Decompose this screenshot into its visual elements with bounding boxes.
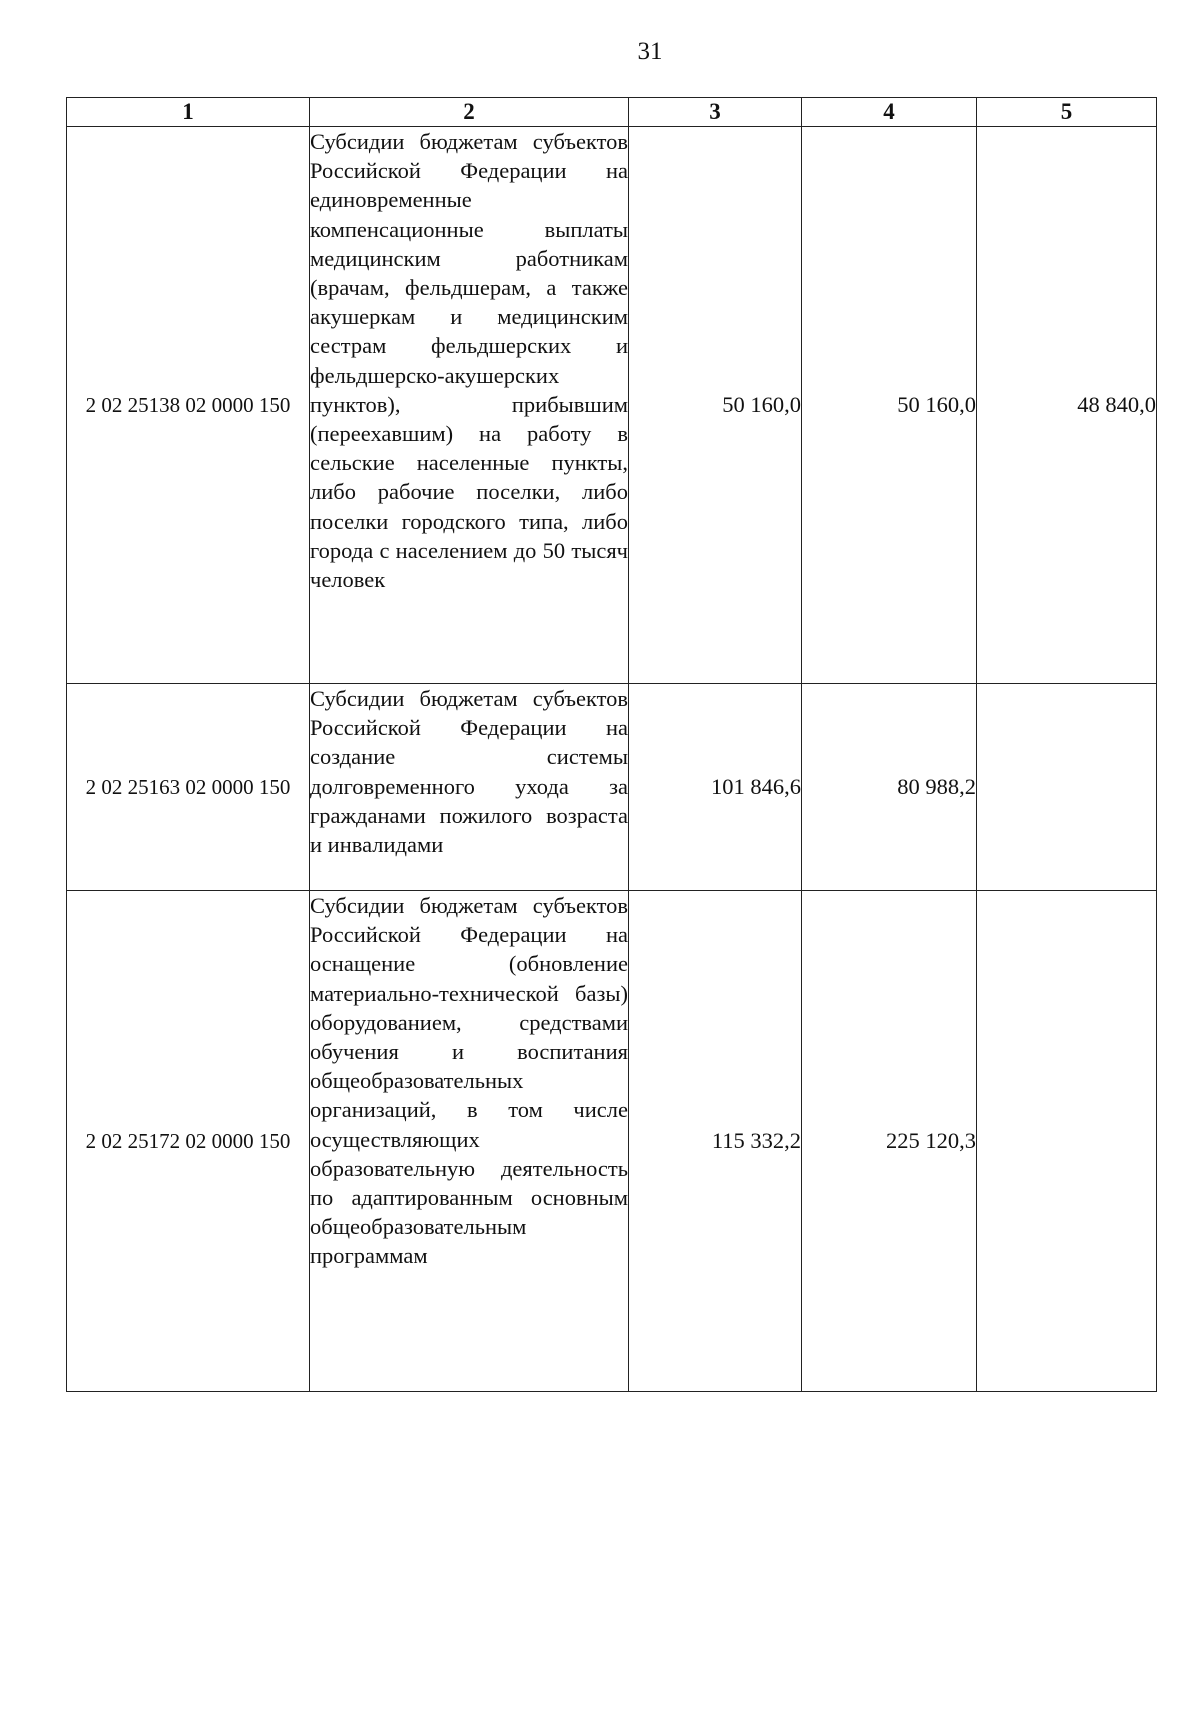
amount-col-5 xyxy=(977,684,1157,891)
amount-col-3: 101 846,6 xyxy=(629,684,802,891)
amount-col-3: 50 160,0 xyxy=(629,127,802,684)
budget-table xyxy=(66,97,1157,1392)
row-description: Субсидии бюджетам субъектов Российской Федерации на создание системы долговременного ухода за гражданами пожилого возраста и инвалидами xyxy=(310,684,629,891)
header-col-1: 1 xyxy=(67,98,310,127)
header-col-5: 5 xyxy=(977,98,1157,127)
budget-code: 2 02 25172 02 0000 150 xyxy=(67,891,310,1392)
budget-code: 2 02 25163 02 0000 150 xyxy=(67,684,310,891)
amount-col-4: 50 160,0 xyxy=(802,127,977,684)
amount-col-4: 225 120,3 xyxy=(802,891,977,1392)
header-col-2: 2 xyxy=(310,98,629,127)
table-row xyxy=(67,684,1157,891)
header-col-3: 3 xyxy=(629,98,802,127)
amount-col-3: 115 332,2 xyxy=(629,891,802,1392)
budget-code: 2 02 25138 02 0000 150 xyxy=(67,127,310,684)
amount-col-5 xyxy=(977,891,1157,1392)
page-number: 31 xyxy=(637,38,663,65)
amount-col-4: 80 988,2 xyxy=(802,684,977,891)
header-row xyxy=(67,98,1157,127)
table-row xyxy=(67,127,1157,684)
table-row xyxy=(67,891,1157,1392)
header-col-4: 4 xyxy=(802,98,977,127)
row-description: Субсидии бюджетам субъектов Российской Федерации на единовременные компенсационные выплаты медицинским работникам (врачам, фельдшерам, а также акушеркам и медицинским сестрам фельдшерских и фельдшерско-акушерских пунктов), прибывшим (переехавшим) на работу в сельские населенные пункты, либо рабочие поселки, либо поселки городского типа, либо города с населением до 50 тысяч человек xyxy=(310,127,629,684)
row-description: Субсидии бюджетам субъектов Российской Федерации на оснащение (обновление материально-технической базы) оборудованием, средствами обучения и воспитания общеобразовательных организаций, в том числе осуществляющих образовательную деятельность по адаптированным основным общеобразовательным программам xyxy=(310,891,629,1392)
amount-col-5: 48 840,0 xyxy=(977,127,1157,684)
